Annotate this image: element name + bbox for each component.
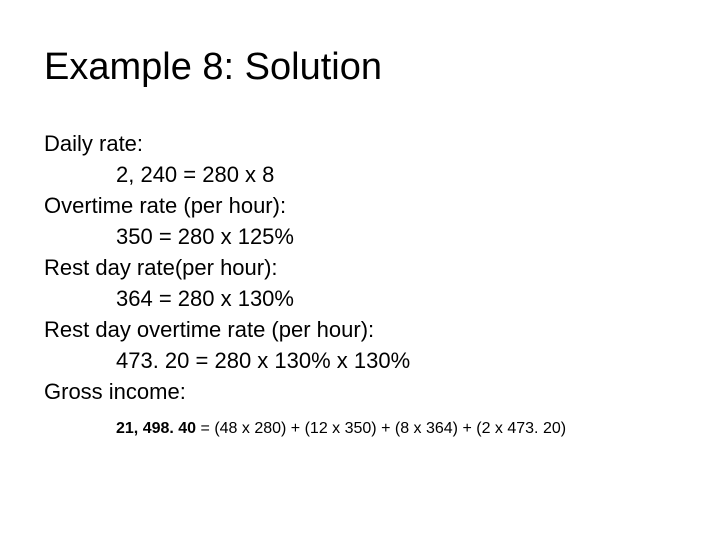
overtime-rate-equation: 350 = 280 x 125% (116, 224, 294, 249)
overtime-rate-label: Overtime rate (per hour): (44, 193, 287, 218)
daily-rate-equation: 2, 240 = 280 x 8 (116, 162, 275, 187)
daily-rate-label: Daily rate: (44, 131, 144, 156)
gross-income-formula (44, 417, 704, 441)
gross-income-label: Gross income: (44, 379, 186, 404)
gross-income-result: 21, 498. 40 (116, 420, 197, 437)
rest-day-rate-label: Rest day rate(per hour): (44, 255, 278, 280)
rest-day-rate-equation: 364 = 280 x 130% (116, 286, 294, 311)
rest-day-overtime-rate-equation: 473. 20 = 280 x 130% x 130% (116, 348, 411, 373)
rest-day-overtime-rate-label: Rest day overtime rate (per hour): (44, 317, 375, 342)
slide-title: Example 8: Solution (44, 46, 382, 88)
slide-body (44, 128, 704, 441)
gross-income-equation: = (48 x 280) + (12 x 350) + (8 x 364) + (2 x 473. 20) (196, 420, 567, 437)
